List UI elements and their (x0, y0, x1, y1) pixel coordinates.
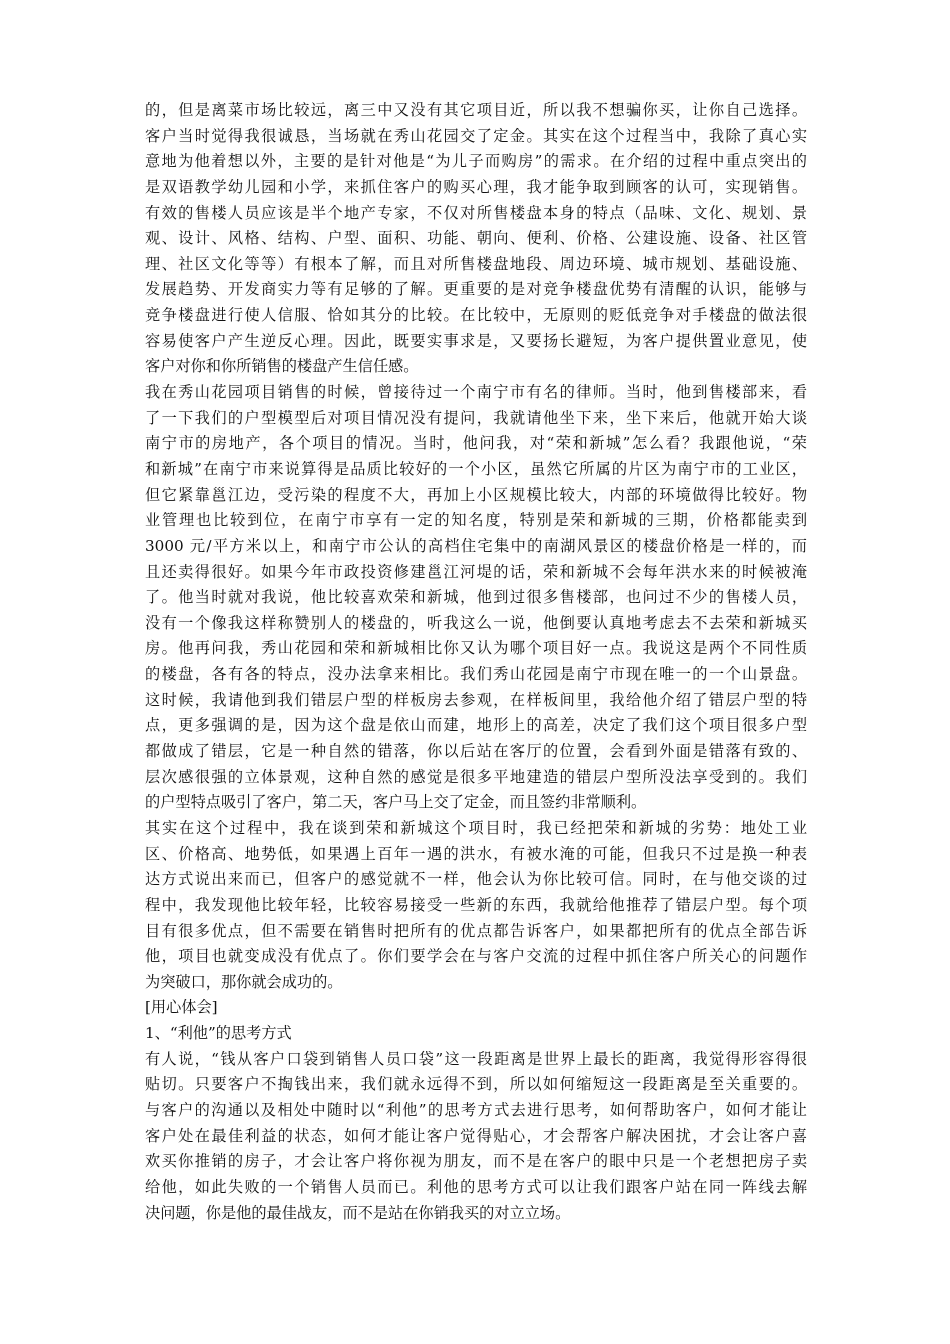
text-line: 南宁市的房地产，各个项目的情况。当时，他问我，对“荣和新城”怎么看？我跟他说，“荣 (145, 434, 807, 453)
text-line: 达方式说出来而已，但客户的感觉就不一样，他会认为你比较可信。同时，在与他交谈的过 (145, 870, 807, 889)
text-line: 我在秀山花园项目销售的时候，曾接待过一个南宁市有名的律师。当时，他到售楼部来，看 (145, 383, 807, 402)
text-line: 为突破口，那你就会成功的。 (145, 972, 343, 991)
text-line: 客户处在最佳利益的状态，如何才能让客户觉得贴心，才会帮客户解决困扰，才会让客户喜 (145, 1126, 807, 1145)
text-line: 且还卖得很好。如果今年市政投资修建邕江河堤的话，荣和新城不会每年洪水来的时候被淹 (145, 562, 807, 581)
text-line: 都做成了错层，它是一种自然的错落，你以后站在客厅的位置，会看到外面是错落有致的、 (145, 742, 807, 761)
text-line: 了。他当时就对我说，他比较喜欢荣和新城，他到过很多售楼部，也问过不少的售楼人员， (145, 588, 807, 607)
text-line: 决问题，你是他的最佳战友，而不是站在你销我买的对立立场。 (145, 1203, 571, 1222)
text-line: 客户对你和你所销售的楼盘产生信任感。 (145, 357, 419, 376)
text-line: 目有很多优点，但不需要在销售时把所有的优点都告诉客户，如果都把所有的优点全部告诉 (145, 921, 807, 940)
text-line: 业管理也比较到位，在南宁市享有一定的知名度，特别是荣和新城的三期，价格都能卖到 (145, 511, 807, 530)
text-line: 贴切。只要客户不掏钱出来，我们就永远得不到，所以如何缩短这一段距离是至关重要的。 (145, 1075, 807, 1094)
text-line: 程中，我发现他比较年轻，比较容易接受一些新的东西，我就给他推荐了错层户型。每个项 (145, 895, 807, 914)
text-line: 了一下我们的户型模型后对项目情况没有提问，我就请他坐下来，坐下来后，他就开始大谈 (145, 408, 807, 427)
text-line: 但它紧靠邕江边，受污染的程度不大，再加上小区规模比较大，内部的环境做得比较好。物 (145, 485, 807, 504)
text-line: 和新城”在南宁市来说算得是品质比较好的一个小区，虽然它所属的片区为南宁市的工业区， (145, 459, 807, 478)
text-line: 区、价格高、地势低，如果遇上百年一遇的洪水，有被水淹的可能，但我只不过是换一种表 (145, 844, 807, 863)
text-line: 有人说，“钱从客户口袋到销售人员口袋”这一段距离是世界上最长的距离，我觉得形容得很 (145, 1049, 807, 1068)
text-line: 的楼盘，各有各的特点，没办法拿来相比。我们秀山花园是南宁市现在唯一的一个山景盘。 (145, 665, 807, 684)
text-line: 3000 元/平方米以上，和南宁市公认的高档住宅集中的南湖风景区的楼盘价格是一样的，而 (145, 536, 807, 555)
text-line: 点，更多强调的是，因为这个盘是依山而建，地形上的高差，决定了我们这个项目很多户型 (145, 716, 807, 735)
text-line: 他，项目也就变成没有优点了。你们要学会在与客户交流的过程中抓住客户所关心的问题作 (145, 947, 807, 966)
text-line: 其实在这个过程中，我在谈到荣和新城这个项目时，我已经把荣和新城的劣势：地处工业 (145, 818, 807, 837)
text-line: 理、社区文化等等）有根本了解，而且对所售楼盘地段、周边环境、城市规划、基础设施、 (145, 254, 807, 273)
text-line: 的，但是离菜市场比较远，离三中又没有其它项目近，所以我不想骗你买，让你自己选择。 (145, 101, 807, 119)
text-line: 竞争楼盘进行使人信服、恰如其分的比较。在比较中，无原则的贬低竞争对手楼盘的做法很 (145, 306, 807, 325)
text-line: 欢买你推销的房子，才会让客户将你视为朋友，而不是在客户的眼中只是一个老想把房子卖 (145, 1152, 807, 1171)
text-line: 房。他再问我，秀山花园和荣和新城相比你又认为哪个项目好一点。我说这是两个不同性质 (145, 639, 807, 658)
document-body (145, 98, 807, 1226)
text-line: 层次感很强的立体景观，这种自然的感觉是很多平地建造的错层户型所没法享受到的。我们 (145, 767, 807, 786)
text-line: 与客户的沟通以及相处中随时以“利他”的思考方式去进行思考，如何帮助客户，如何才能让 (145, 1100, 807, 1119)
text-line: [用心体会] (145, 998, 218, 1017)
text-line: 没有一个像我这样称赞别人的楼盘的，听我这么一说，他倒要认真地考虑去不去荣和新城买 (145, 613, 807, 632)
text-line: 给他，如此失败的一个销售人员而已。利他的思考方式可以让我们跟客户站在同一阵线去解 (145, 1177, 807, 1196)
text-line: 客户当时觉得我很诚恳，当场就在秀山花园交了定金。其实在这个过程当中，我除了真心实 (145, 126, 807, 145)
text-line: 有效的售楼人员应该是半个地产专家，不仅对所售楼盘本身的特点（品味、文化、规划、景 (145, 203, 807, 222)
text-line: 容易使客户产生逆反心理。因此，既要实事求是，又要扬长避短，为客户提供置业意见，使 (145, 331, 807, 350)
text-line: 是双语教学幼儿园和小学，来抓住客户的购买心理，我才能争取到顾客的认可，实现销售。 (145, 177, 807, 196)
text-line: 的户型特点吸引了客户，第二天，客户马上交了定金，而且签约非常顺利。 (145, 793, 647, 812)
text-line: 意地为他着想以外，主要的是针对他是“为儿子而购房”的需求。在介绍的过程中重点突出的 (145, 152, 807, 171)
text-line: 1、“利他”的思考方式 (145, 1024, 292, 1043)
text-line: 观、设计、风格、结构、户型、面积、功能、朝向、便利、价格、公建设施、设备、社区管 (145, 229, 807, 248)
text-line: 这时候，我请他到我们错层户型的样板房去参观，在样板间里，我给他介绍了错层户型的特 (145, 690, 807, 709)
text-line: 发展趋势、开发商实力等有足够的了解。更重要的是对竞争楼盘优势有清醒的认识，能够与 (145, 280, 807, 299)
